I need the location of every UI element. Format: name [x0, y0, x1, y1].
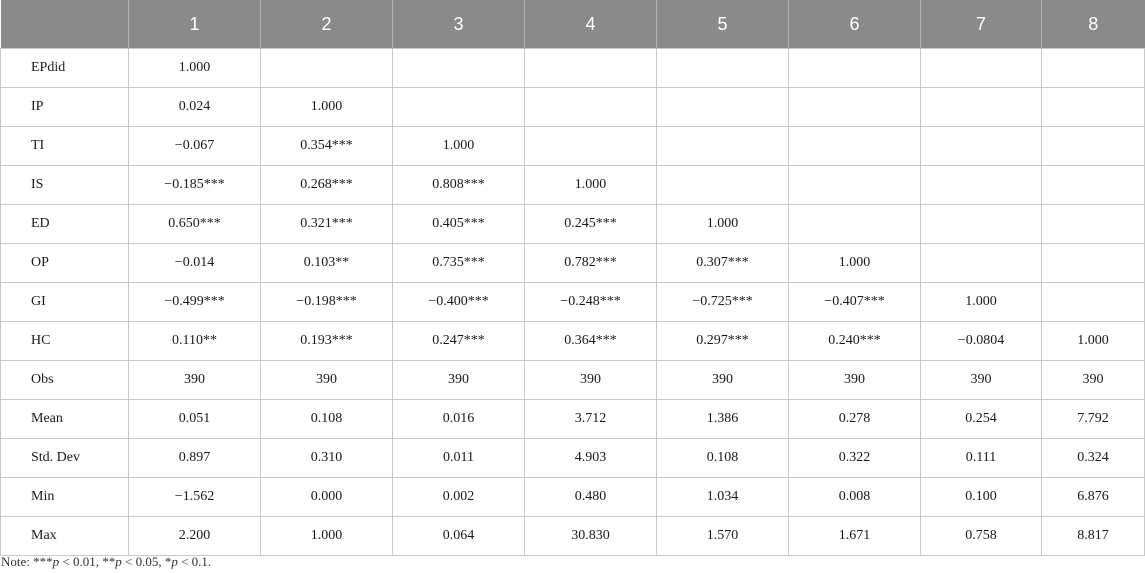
table-cell [657, 88, 789, 127]
table-cell: 0.735*** [393, 244, 525, 283]
table-cell: 0.016 [393, 400, 525, 439]
table-row [1, 244, 1145, 283]
table-cell: −0.014 [129, 244, 261, 283]
row-label: TI [1, 127, 129, 166]
row-label: GI [1, 283, 129, 322]
table-cell: 2.200 [129, 517, 261, 556]
row-label: Min [1, 478, 129, 517]
table-cell: 1.000 [261, 517, 393, 556]
table-cell [525, 127, 657, 166]
row-label: IS [1, 166, 129, 205]
row-label: Obs [1, 361, 129, 400]
table-cell: 6.876 [1042, 478, 1145, 517]
table-body [1, 49, 1145, 556]
table-cell: 1.000 [657, 205, 789, 244]
table-cell: 0.108 [657, 439, 789, 478]
table-row [1, 400, 1145, 439]
table-cell: 390 [261, 361, 393, 400]
table-cell: 0.011 [393, 439, 525, 478]
table-cell: 0.321*** [261, 205, 393, 244]
table-row [1, 49, 1145, 88]
table-cell: −0.248*** [525, 283, 657, 322]
row-label: Max [1, 517, 129, 556]
header-cell-3: 3 [393, 0, 525, 49]
table-cell: 0.240*** [789, 322, 921, 361]
table-cell [1042, 49, 1145, 88]
table-cell: −1.562 [129, 478, 261, 517]
table-row [1, 88, 1145, 127]
table-cell: −0.725*** [657, 283, 789, 322]
table-row [1, 283, 1145, 322]
table-cell [1042, 127, 1145, 166]
header-cell-7: 7 [921, 0, 1042, 49]
table-cell: 1.671 [789, 517, 921, 556]
header-cell-6: 6 [789, 0, 921, 49]
header-cell-1: 1 [129, 0, 261, 49]
table-cell [525, 88, 657, 127]
header-cell-2: 2 [261, 0, 393, 49]
row-label: IP [1, 88, 129, 127]
table-cell: 4.903 [525, 439, 657, 478]
table-cell [921, 88, 1042, 127]
header-cell-8: 8 [1042, 0, 1145, 49]
table-cell: 0.103** [261, 244, 393, 283]
table-cell [921, 49, 1042, 88]
table-cell: 1.000 [261, 88, 393, 127]
table-cell: 0.254 [921, 400, 1042, 439]
table-row [1, 478, 1145, 517]
table-row [1, 517, 1145, 556]
table-cell [393, 49, 525, 88]
table-cell: 0.782*** [525, 244, 657, 283]
table-cell: 0.297*** [657, 322, 789, 361]
table-cell: 390 [789, 361, 921, 400]
table-cell: 390 [657, 361, 789, 400]
table-row [1, 439, 1145, 478]
table-row [1, 361, 1145, 400]
table-cell [393, 88, 525, 127]
table-cell: −0.499*** [129, 283, 261, 322]
table-cell: 0.100 [921, 478, 1042, 517]
table-cell: 0.897 [129, 439, 261, 478]
table-cell: 390 [129, 361, 261, 400]
note-p: p [115, 554, 122, 569]
table-cell [657, 166, 789, 205]
table-cell: 0.008 [789, 478, 921, 517]
table-cell: 1.000 [393, 127, 525, 166]
table-cell: 0.024 [129, 88, 261, 127]
table-row [1, 205, 1145, 244]
table-cell [1042, 205, 1145, 244]
table-cell: 0.110** [129, 322, 261, 361]
row-label: Mean [1, 400, 129, 439]
note-p: p [171, 554, 178, 569]
table-cell: 7.792 [1042, 400, 1145, 439]
table-row [1, 166, 1145, 205]
table-cell [261, 49, 393, 88]
table-cell: 0.364*** [525, 322, 657, 361]
table-cell: 1.000 [129, 49, 261, 88]
table-cell: 390 [1042, 361, 1145, 400]
table-cell [657, 49, 789, 88]
table-cell: 0.480 [525, 478, 657, 517]
header-row [1, 0, 1145, 49]
table-cell [921, 127, 1042, 166]
table-cell: 0.051 [129, 400, 261, 439]
note-text: < 0.05, * [121, 554, 172, 569]
table-cell: −0.407*** [789, 283, 921, 322]
table-cell: 0.405*** [393, 205, 525, 244]
table-cell: 3.712 [525, 400, 657, 439]
table-row [1, 322, 1145, 361]
table-cell: −0.067 [129, 127, 261, 166]
header-cell-blank [1, 0, 129, 49]
table-cell: −0.0804 [921, 322, 1042, 361]
table-cell: 1.000 [789, 244, 921, 283]
note-text: < 0.1. [177, 554, 212, 569]
table-cell: 0.247*** [393, 322, 525, 361]
row-label: OP [1, 244, 129, 283]
table-cell [789, 205, 921, 244]
table-cell: 390 [393, 361, 525, 400]
table-cell: 1.386 [657, 400, 789, 439]
table-cell: 0.324 [1042, 439, 1145, 478]
table-cell: −0.400*** [393, 283, 525, 322]
row-label: HC [1, 322, 129, 361]
table-cell: 30.830 [525, 517, 657, 556]
table-cell: 390 [525, 361, 657, 400]
table-cell [921, 166, 1042, 205]
table-cell: 0.354*** [261, 127, 393, 166]
table-cell: 0.193*** [261, 322, 393, 361]
header-cell-4: 4 [525, 0, 657, 49]
row-label: ED [1, 205, 129, 244]
table-cell [1042, 166, 1145, 205]
table-cell: 0.268*** [261, 166, 393, 205]
table-cell: 1.034 [657, 478, 789, 517]
table-cell: 8.817 [1042, 517, 1145, 556]
note-p: p [52, 554, 60, 569]
table-cell [921, 205, 1042, 244]
table-cell: 0.650*** [129, 205, 261, 244]
table-cell: −0.198*** [261, 283, 393, 322]
table-cell [525, 49, 657, 88]
table-cell [921, 244, 1042, 283]
table-cell: 0.000 [261, 478, 393, 517]
table-cell: 0.278 [789, 400, 921, 439]
table-cell [1042, 88, 1145, 127]
note-text: Note: *** [1, 554, 53, 569]
table-cell [1042, 244, 1145, 283]
table-cell: 0.808*** [393, 166, 525, 205]
row-label: EPdid [1, 49, 129, 88]
table-cell: 0.111 [921, 439, 1042, 478]
table-cell: 390 [921, 361, 1042, 400]
table-cell: 0.310 [261, 439, 393, 478]
table-cell: 1.000 [921, 283, 1042, 322]
table-cell: 0.108 [261, 400, 393, 439]
table-cell: 1.000 [1042, 322, 1145, 361]
table-cell: 0.064 [393, 517, 525, 556]
table-cell [789, 166, 921, 205]
table-cell: −0.185*** [129, 166, 261, 205]
table-cell [789, 127, 921, 166]
table-cell: 0.307*** [657, 244, 789, 283]
table-cell [657, 127, 789, 166]
table-cell: 0.002 [393, 478, 525, 517]
table-cell: 1.570 [657, 517, 789, 556]
table-note [1, 554, 211, 570]
table-row [1, 127, 1145, 166]
header-cell-5: 5 [657, 0, 789, 49]
table-cell [1042, 283, 1145, 322]
table-cell: 0.322 [789, 439, 921, 478]
table-cell [789, 49, 921, 88]
table-cell: 0.758 [921, 517, 1042, 556]
note-text: < 0.01, ** [59, 554, 116, 569]
row-label: Std. Dev [1, 439, 129, 478]
table-cell: 1.000 [525, 166, 657, 205]
table-cell: 0.245*** [525, 205, 657, 244]
table-cell [789, 88, 921, 127]
